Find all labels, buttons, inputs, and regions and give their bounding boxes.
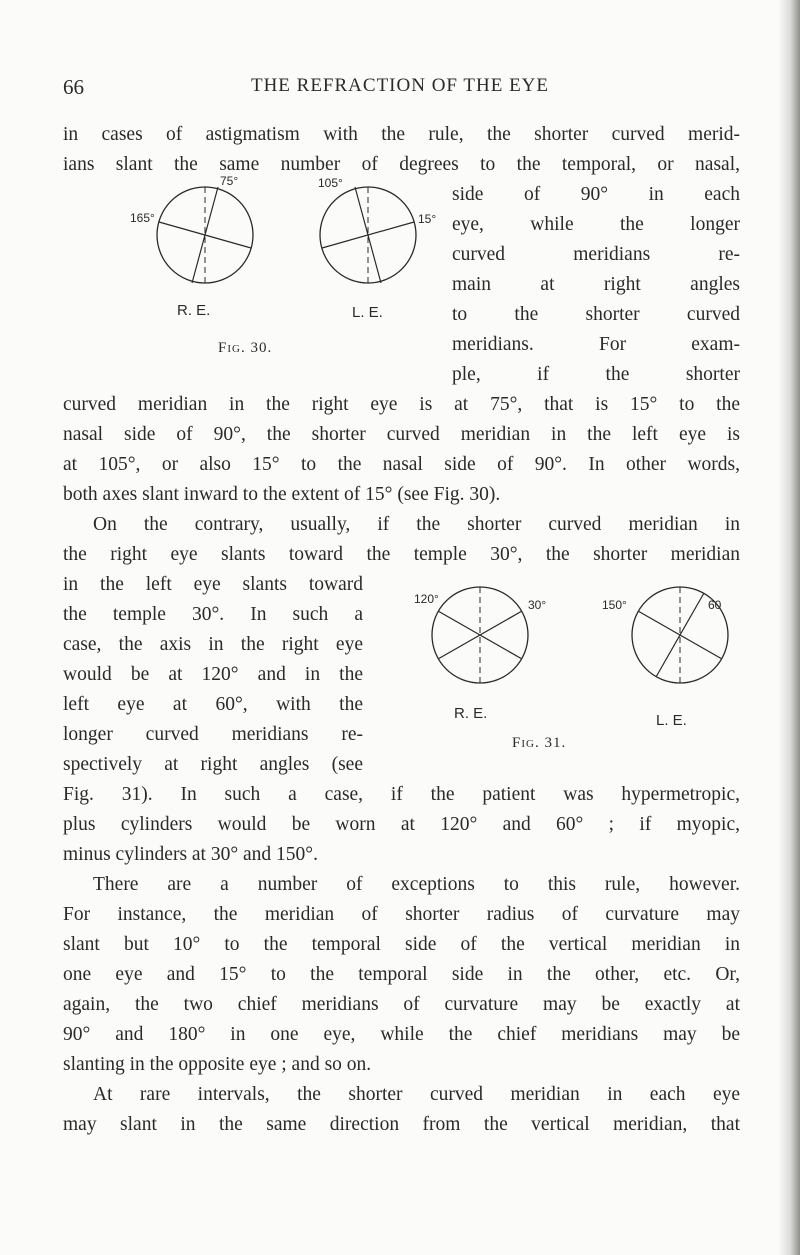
fig30-right-short-axis-label: 75° [220,174,239,188]
long-axis-line [322,222,414,248]
text-line: at 105°, or also 15° to the nasal side of 90°. In other words, [63,454,740,475]
text-line: in the left eye slants toward [63,574,363,595]
figure-30 [130,174,450,365]
text-line: the right eye slants toward the temple 30°, the shorter meridian [63,544,740,565]
figure-30-caption: Fig. 30. [218,340,273,356]
text-line: the temple 30°. In such a [63,604,363,625]
text-line: ians slant the same number of degrees to the temporal, or nasal, [63,154,740,175]
text-line: slant but 10° to the temporal side of the vertical meridian in [63,934,740,955]
fig31-left-eye-diagram [602,587,728,729]
fig30-right-long-axis-label: 165° [130,211,155,225]
fig31-left-long-axis-label: 60 [708,598,722,612]
figure-31-caption: Fig. 31. [512,735,567,751]
text-line: main at right angles [452,274,740,295]
text-line: ple, if the shorter [452,364,740,385]
text-line: minus cylinders at 30° and 150°. [63,844,318,865]
text-line: in cases of astigmatism with the rule, the shorter curved merid- [63,124,740,145]
fig30-right-eye-diagram [130,174,253,319]
fig31-right-eye-diagram [414,587,546,722]
text-line: Fig. 31). In such a case, if the patient was hypermetropic, [63,784,740,805]
text-line: There are a number of exceptions to this rule, however. [93,874,740,895]
fig31-left-short-axis-label: 150° [602,598,627,612]
fig31-right-eye-label: R. E. [454,705,488,722]
long-axis-line [159,222,251,248]
text-line: eye, while the longer [452,214,740,235]
fig30-left-eye-label: L. E. [352,304,383,321]
text-line: meridians. For exam- [452,334,740,355]
text-line: 90° and 180° in one eye, while the chief meridians may be [63,1024,740,1045]
text-line: left eye at 60°, with the [63,694,363,715]
text-line: curved meridian in the right eye is at 75°, that is 15° to the [63,394,740,415]
page-header [0,75,800,105]
page-edge-shadow [778,0,800,1255]
text-line: nasal side of 90°, the shorter curved meridian in the left eye is [63,424,740,445]
running-title: THE REFRACTION OF THE EYE [250,75,550,96]
text-line: On the contrary, usually, if the shorter curved meridian in [93,514,740,535]
text-line: may slant in the same direction from the vertical meridian, that [63,1114,740,1135]
fig30-left-eye-diagram [318,176,436,321]
fig30-left-short-axis-label: 105° [318,176,343,190]
fig30-right-eye-label: R. E. [177,302,211,319]
fig31-left-eye-label: L. E. [656,712,687,729]
text-line: would be at 120° and in the [63,664,363,685]
text-line: case, the axis in the right eye [63,634,363,655]
text-line: longer curved meridians re- [63,724,363,745]
text-line: side of 90° in each [452,184,740,205]
text-line: At rare intervals, the shorter curved meridian in each eye [93,1084,740,1105]
text-line: plus cylinders would be worn at 120° and 60° ; if myopic, [63,814,740,835]
fig30-left-long-axis-label: 15° [418,212,437,226]
fig31-right-long-axis-label: 30° [528,598,547,612]
figure-31 [370,575,745,755]
text-line: curved meridians re- [452,244,740,265]
text-line: again, the two chief meridians of curvature may be exactly at [63,994,740,1015]
text-line: spectively at right angles (see [63,754,363,775]
text-line: For instance, the meridian of shorter radius of curvature may [63,904,740,925]
text-line: one eye and 15° to the temporal side in the other, etc. Or, [63,964,740,985]
text-line: to the shorter curved [452,304,740,325]
page-number: 66 [63,75,84,99]
fig31-right-short-axis-label: 120° [414,592,439,606]
text-line: slanting in the opposite eye ; and so on. [63,1054,372,1075]
text-line: both axes slant inward to the extent of 15° (see Fig. 30). [63,484,501,505]
